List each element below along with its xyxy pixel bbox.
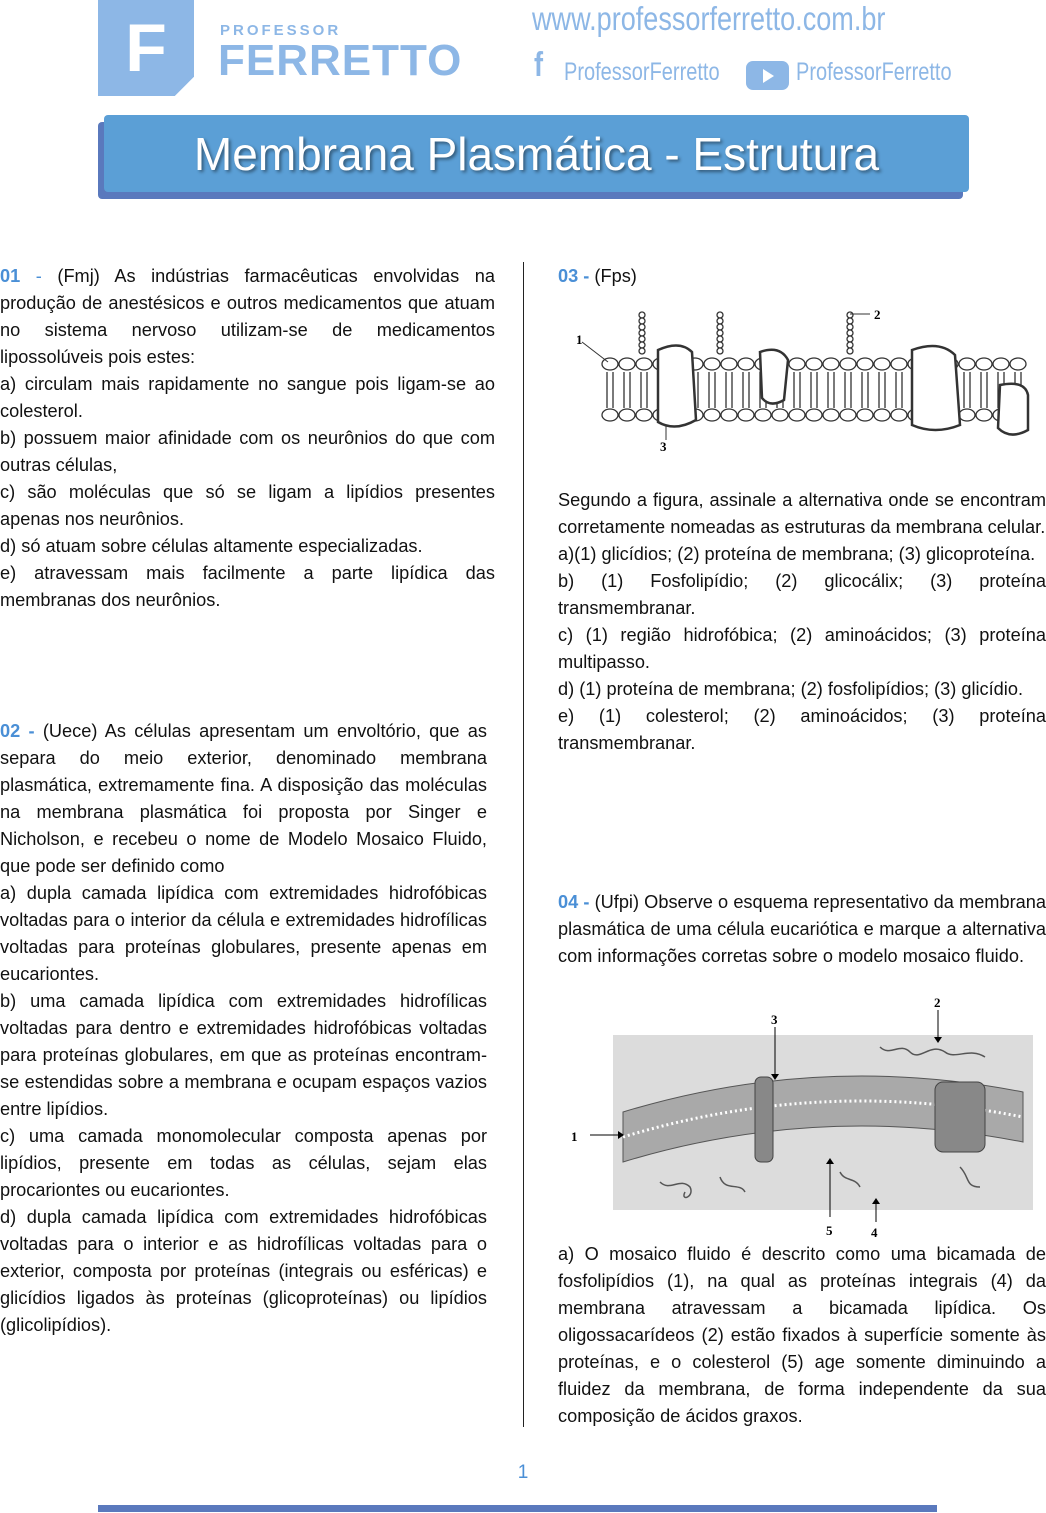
fig-label-3: 3 xyxy=(771,1012,778,1027)
question-text: Segundo a figura, assinale a alternativa onde se encontram corretamente nomeadas as estruturas da membrana celular. xyxy=(558,490,1046,537)
phospholipid-head xyxy=(891,409,907,421)
phospholipid-head xyxy=(738,358,754,370)
carbohydrate-chain xyxy=(717,348,723,354)
phospholipid-head xyxy=(721,358,737,370)
phospholipid-head xyxy=(789,358,805,370)
carbohydrate-chain xyxy=(847,324,853,330)
phospholipid-head xyxy=(840,358,856,370)
phospholipid-head xyxy=(789,409,805,421)
question-stem: (Ufpi) Observe o esquema representativo da membrana plasmática de uma célula eucariótica e marque a alternativa com informações corretas sobre o modelo mosaico fluido. xyxy=(558,892,1046,966)
website-link[interactable]: www.professorferretto.com.br xyxy=(532,0,886,37)
fig-label-1: 1 xyxy=(576,332,583,347)
phospholipid-head xyxy=(619,409,635,421)
option-a: a) dupla camada lipídica com extremidades hidrofóbicas voltadas para o interior da célula e extremidades hidrofílicas voltadas para proteínas globulares, presente apenas em eucariontes. xyxy=(0,883,487,984)
carbohydrate-chain xyxy=(639,324,645,330)
fig-label-3: 3 xyxy=(660,439,667,454)
question-04-options xyxy=(558,1241,1046,1430)
option-a: a) O mosaico fluido é descrito como uma bicamada de fosfolipídios (1), na qual as proteínas integrais (4) da membrana atravessam a bicamada lipídica. Os oligossacarídeos (2) estão fixados à superfície somente às proteínas, e o colesterol (5) age somente diminuindo a fluidez da membrana, de forma independente da sua composição de ácidos graxos. xyxy=(558,1244,1046,1426)
phospholipid-head xyxy=(704,358,720,370)
question-stem: (Uece) As células apresentam um envoltório, que as separa do meio exterior, denominado membrana plasmática, extremamente fina. A disposição das moléculas na membrana plasmática foi proposta por Singer e Nicholson, e recebeu o nome de Modelo Mosaico Fluido, que pode ser definido como xyxy=(0,721,487,876)
question-02: 02 - (Uece) As células apresentam um envoltório, que as separa do meio exterior, denominado membrana plasmática, extremamente fina. A disposição das moléculas na membrana plasmática foi proposta por Singer e Nicholson, e recebeu o nome de Modelo Mosaico Fluido, que pode ser definido como a) dupla camada lipídica com extremidades hidrofóbicas voltadas para o interior da célula e extremidades hidrofílicas voltadas para proteínas globulares, presente apenas em eucariontes. b) uma camada lipídica com extremidades hidrofílicas voltadas para dentro e extremidades hidrofóbicas voltadas para proteínas globulares, em que as proteínas encontram-se estendidas sobre a membrana e ocupam espaços vazios entre lipídios. c) uma camada monomolecular composta apenas por lipídios, presente em todas as células, sejam elas procariontes ou eucariontes. d) dupla camada lipídica com extremidades hidrofóbicas voltadas para o interior e as hidrofílicas voltadas para o exterior, composta por proteínas (integrais ou esféricas) e glicídios ligados às proteínas (glicoproteínas) ou lipídios (glicolipídios). xyxy=(0,718,487,1339)
label-line-1 xyxy=(582,342,608,362)
phospholipid-head xyxy=(857,358,873,370)
option-a: a) circulam mais rapidamente no sangue pois ligam-se ao colesterol. xyxy=(0,374,495,421)
option-b: b) (1) Fosfolipídio; (2) glicocálix; (3) proteína transmembranar. xyxy=(558,571,1046,618)
carbohydrate-chain xyxy=(639,348,645,354)
membrane-figure-q3 xyxy=(570,300,1040,460)
youtube-link[interactable]: ProfessorFerretto xyxy=(796,58,952,86)
question-03-header: 03 - (Fps) xyxy=(558,266,637,286)
fig-label-5: 5 xyxy=(826,1223,833,1238)
phospholipid-head xyxy=(976,409,992,421)
carbohydrate-chain xyxy=(639,318,645,324)
option-b: b) uma camada lipídica com extremidades hidrofílicas voltadas para dentro e extremidades hidrofóbicas voltadas para proteínas globulares, em que as proteínas encontram-se estendidas sobre a membrana e ocupam espaços vazios entre lipídios. xyxy=(0,991,487,1119)
phospholipid-head xyxy=(840,409,856,421)
question-04: 04 - (Ufpi) Observe o esquema representativo da membrana plasmática de uma célula eucariótica e marque a alternativa com informações corretas sobre o modelo mosaico fluido. xyxy=(558,892,1046,966)
phospholipid-head xyxy=(636,409,652,421)
youtube-icon xyxy=(746,61,789,90)
phospholipid-head xyxy=(891,358,907,370)
brand-ferretto: FERRETTO xyxy=(218,36,463,85)
carbohydrate-chain xyxy=(847,342,853,348)
carbohydrate-chain xyxy=(847,318,853,324)
phospholipid-head xyxy=(721,409,737,421)
membrane-figure-q4 xyxy=(560,992,1046,1242)
transmembrane-protein xyxy=(912,346,960,430)
carbohydrate-chain xyxy=(717,312,723,318)
question-number: 02 xyxy=(0,721,21,741)
integral-protein xyxy=(935,1082,985,1152)
phospholipid-head xyxy=(857,409,873,421)
carbohydrate-chain xyxy=(847,336,853,342)
brand-professor: PROFESSOR xyxy=(220,22,342,39)
carbohydrate-chain xyxy=(717,324,723,330)
option-c: c) são moléculas que só se ligam a lipídios presentes apenas nos neurônios. xyxy=(0,482,495,529)
option-e: e) atravessam mais facilmente a parte lipídica das membranas dos neurônios. xyxy=(0,563,495,610)
option-c: c) (1) região hidrofóbica; (2) aminoácidos; (3) proteína multipasso. xyxy=(558,625,1046,672)
carbohydrate-chain xyxy=(639,312,645,318)
column-divider xyxy=(523,262,524,1427)
carbohydrate-chain xyxy=(847,330,853,336)
phospholipid-head xyxy=(636,358,652,370)
option-d: d) só atuam sobre células altamente especializadas. xyxy=(0,536,423,556)
phospholipid-head xyxy=(772,409,788,421)
carbohydrate-chain xyxy=(847,348,853,354)
question-number: 04 xyxy=(558,892,579,912)
fig-label-2: 2 xyxy=(874,307,881,322)
phospholipid-head xyxy=(1010,358,1026,370)
carbohydrate-chain xyxy=(717,336,723,342)
carbohydrate-chain xyxy=(639,342,645,348)
carbohydrate-chain xyxy=(717,342,723,348)
question-stem: (Fps) xyxy=(594,266,637,286)
peripheral-protein xyxy=(998,384,1028,435)
carbohydrate-chain xyxy=(639,330,645,336)
question-stem: (Fmj) As indústrias farmacêuticas envolvidas na produção de anestésicos e outros medicamentos que atuam no sistema nervoso utilizam-se de medicamentos lipossolúveis pois estes: xyxy=(0,266,495,367)
question-number: 03 xyxy=(558,266,579,286)
phospholipid-head xyxy=(738,409,754,421)
footer-bar xyxy=(98,1505,937,1512)
peripheral-protein xyxy=(760,350,788,404)
fig-label-1: 1 xyxy=(571,1129,578,1144)
option-a: a)(1) glicídios; (2) proteína de membrana; (3) glicoproteína. xyxy=(558,544,1036,564)
option-c: c) uma camada monomolecular composta apenas por lipídios, presente em todas as células, sejam elas procariontes ou eucariontes. xyxy=(0,1126,487,1200)
question-01: 01 - (Fmj) As indústrias farmacêuticas envolvidas na produção de anestésicos e outros medicamentos que atuam no sistema nervoso utilizam-se de medicamentos lipossolúveis pois estes: a) circulam mais rapidamente no sangue pois ligam-se ao colesterol. b) possuem maior afinidade com os neurônios do que com outras células, c) são moléculas que só se ligam a lipídios presentes apenas nos neurônios. d) só atuam sobre células altamente especializadas. e) atravessam mais facilmente a parte lipídica das membranas dos neurônios. xyxy=(0,263,495,614)
option-d: d) (1) proteína de membrana; (2) fosfolipídios; (3) glicídio. xyxy=(558,679,1023,699)
option-d: d) dupla camada lipídica com extremidades hidrofóbicas voltadas para o interior e as hidrofílicas voltadas para o exterior, composta por proteínas (integrais ou esféricas) e glicídios ligados às proteínas (glicoproteínas) ou lipídios (glicolipídios). xyxy=(0,1207,487,1335)
option-e: e) (1) colesterol; (2) aminoácidos; (3) proteína transmembranar. xyxy=(558,706,1046,753)
phospholipid-head xyxy=(823,358,839,370)
fig-label-4: 4 xyxy=(871,1225,878,1240)
phospholipid-head xyxy=(976,358,992,370)
carbohydrate-chain xyxy=(847,312,853,318)
page-number: 1 xyxy=(517,1462,529,1483)
carbohydrate-chain xyxy=(639,336,645,342)
phospholipid-head xyxy=(619,358,635,370)
option-b: b) possuem maior afinidade com os neurônios do que com outras células, xyxy=(0,428,495,475)
phospholipid-head xyxy=(704,409,720,421)
carbohydrate-chain xyxy=(717,330,723,336)
question-number: 01 xyxy=(0,266,21,286)
phospholipid-head xyxy=(755,409,771,421)
phospholipid-head xyxy=(993,358,1009,370)
phospholipid-head xyxy=(874,358,890,370)
carbohydrate-chain xyxy=(717,318,723,324)
facebook-link[interactable]: ProfessorFerretto xyxy=(564,58,720,86)
facebook-icon: f xyxy=(534,46,544,84)
logo-letter: F xyxy=(125,10,167,86)
fig-label-2: 2 xyxy=(934,995,941,1010)
transmembrane-protein xyxy=(658,345,696,426)
phospholipid-head xyxy=(823,409,839,421)
question-03-body xyxy=(558,487,1046,757)
phospholipid-head xyxy=(874,409,890,421)
phospholipid-head xyxy=(806,358,822,370)
phospholipid-head xyxy=(806,409,822,421)
integral-protein xyxy=(755,1077,773,1162)
phospholipid-head xyxy=(959,358,975,370)
phospholipid-head xyxy=(602,409,618,421)
phospholipid-head xyxy=(959,409,975,421)
page-title: Membrana Plasmática - Estrutura xyxy=(104,115,969,192)
